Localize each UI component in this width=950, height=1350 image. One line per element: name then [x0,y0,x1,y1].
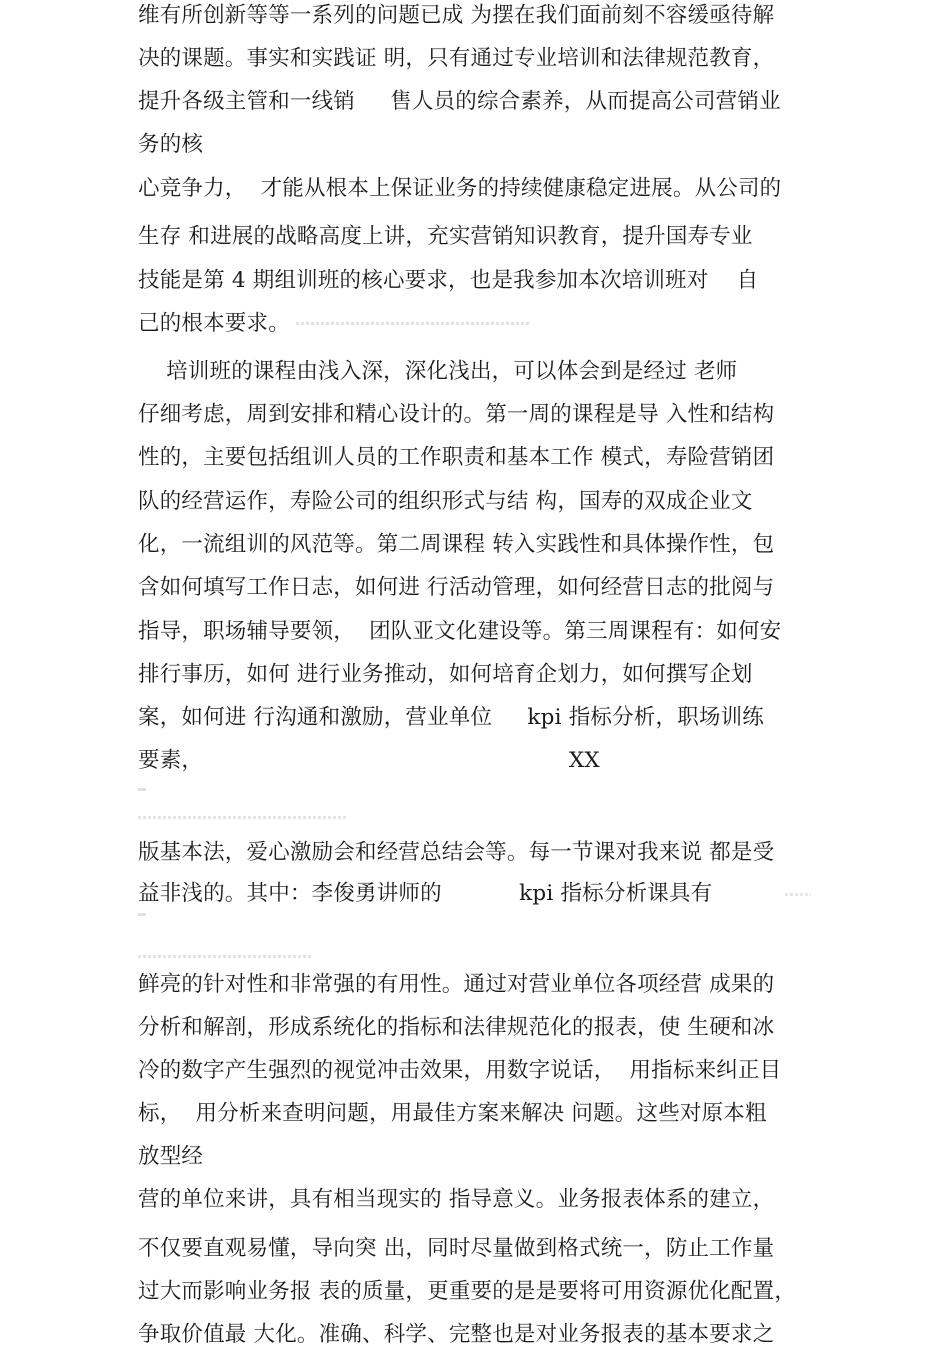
text-line: 培训班的课程由浅入深，深化浅出，可以体会到是经过 老师 [138,359,738,384]
text-line: 生存 和进展的战略高度上讲，充实营销知识教育，提升国寿专业 [138,224,753,249]
text-line: 益非浅的。其中：李俊勇讲师的 kpi 指标分析课具有 [138,881,713,906]
faint-watermark-mark [138,816,348,819]
text-line: 营的单位来讲，具有相当现实的 指导意义。业务报表体系的建立， [138,1187,775,1212]
text-line: 鲜亮的针对性和非常强的有用性。通过对营业单位各项经营 成果的 [138,972,775,997]
faint-watermark-mark [138,913,146,916]
faint-watermark-mark [296,322,531,325]
text-line: 己的根本要求。 [138,311,290,336]
text-line: 分析和解剖，形成系统化的指标和法律规范化的报表，使 生硬和冰 [138,1015,775,1040]
text-line: 心竞争力， 才能从根本上保证业务的持续健康稳定进展。从公司的 [138,176,782,201]
text-line: 案，如何进 行沟通和激励，营业单位 kpi 指标分析，职场训练 [138,705,765,730]
text-line: 提升各级主管和一线销 售人员的综合素养，从而提高公司营销业 [138,89,781,114]
text-line: 版基本法，爱心激励会和经营总结会等。每一节课对我来说 都是受 [138,840,775,865]
text-line: 要素， XX [138,748,600,773]
text-line: 过大而影响业务报 表的质量，更重要的是是要将可用资源优化配置， [138,1279,797,1304]
text-line: 不仅要直观易懂，导向突 出，同时尽量做到格式统一，防止工作量 [138,1236,775,1261]
text-line: 指导，职场辅导要领， 团队亚文化建设等。第三周课程有：如何安 [138,619,782,644]
text-line: 标， 用分析来查明问题，用最佳方案来解决 问题。这些对原本粗 [138,1101,767,1126]
text-line: 仔细考虑，周到安排和精心设计的。第一周的课程是导 入性和结构 [138,402,775,427]
text-line: 维有所创新等等一系列的问题已成 为摆在我们面前刻不容缓亟待解 [138,3,775,28]
text-line: 性的，主要包括组训人员的工作职责和基本工作 模式，寿险营销团 [138,445,775,470]
faint-watermark-mark [138,955,313,958]
text-line: 冷的数字产生强烈的视觉冲击效果，用数字说话， 用指标来纠正目 [138,1058,782,1083]
text-line: 务的核 [138,132,204,157]
faint-watermark-mark [785,893,811,896]
text-line: 技能是第 4 期组训班的核心要求，也是我参加本次培训班对 自 [138,268,759,293]
text-line: 争取价值最 大化。准确、科学、完整也是对业务报表的基本要求之 [138,1322,775,1347]
text-line: 含如何填写工作日志，如何进 行活动管理，如何经营日志的批阅与 [138,575,775,600]
text-line: 化，一流组训的风范等。第二周课程 转入实践性和具体操作性，包 [138,532,775,557]
text-line: 决的课题。事实和实践证 明，只有通过专业培训和法律规范教育， [138,46,775,71]
text-line: 放型经 [138,1144,204,1169]
faint-watermark-mark [138,788,146,791]
text-line: 队的经营运作，寿险公司的组织形式与结 构，国寿的双成企业文 [138,489,753,514]
text-line: 排行事历，如何 进行业务推动，如何培育企划力，如何撰写企划 [138,662,753,687]
